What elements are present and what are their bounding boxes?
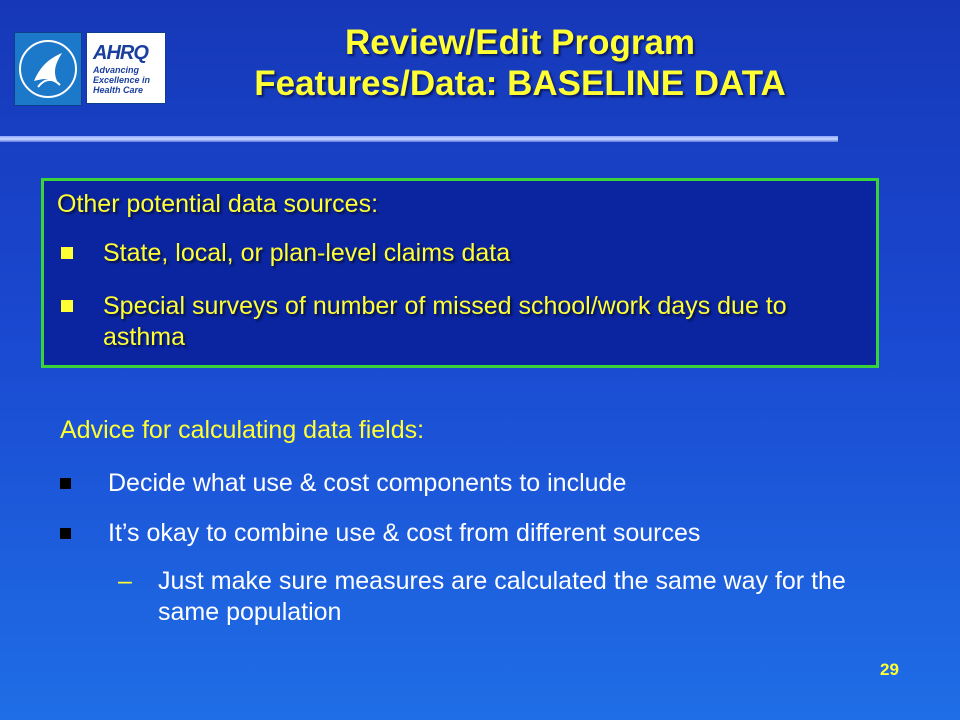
hhs-seal-icon (14, 32, 82, 106)
ahrq-tagline-1: Advancing (93, 64, 140, 75)
ahrq-logo (86, 32, 166, 104)
slide-title (190, 22, 850, 104)
advice-text: Decide what use & cost components to include (108, 469, 627, 497)
advice-subitem-text: Just make sure measures are calculated the same way for the same population (158, 567, 846, 626)
title-divider (0, 136, 838, 142)
advice-text: It’s okay to combine use & cost from different sources (108, 519, 701, 547)
data-sources-heading: Other potential data sources: (57, 190, 379, 218)
square-bullet-icon (61, 300, 73, 312)
advice-subitem (118, 566, 898, 628)
slide-title-line-1: Review/Edit Program (344, 23, 696, 62)
data-source-item (61, 238, 861, 269)
slide-title-line-2: Features/Data: BASELINE DATA (254, 64, 786, 103)
page-number: 29 (880, 660, 899, 679)
data-sources-box (41, 178, 879, 368)
dash-bullet: – (118, 567, 132, 595)
square-bullet-icon (60, 528, 71, 539)
ahrq-wordmark: AHRQ (93, 41, 148, 64)
data-source-text: Special surveys of number of missed school/work days due to asthma (103, 292, 787, 351)
advice-item (60, 468, 880, 499)
data-source-text: State, local, or plan-level claims data (103, 239, 511, 267)
logo-block (14, 32, 166, 104)
advice-item (60, 518, 900, 549)
ahrq-tagline-3: Health Care (93, 84, 144, 95)
advice-heading: Advice for calculating data fields: (60, 416, 425, 444)
ahrq-tagline-2: Excellence in (93, 74, 151, 85)
data-source-item (61, 291, 821, 353)
square-bullet-icon (60, 478, 71, 489)
square-bullet-icon (61, 247, 73, 259)
